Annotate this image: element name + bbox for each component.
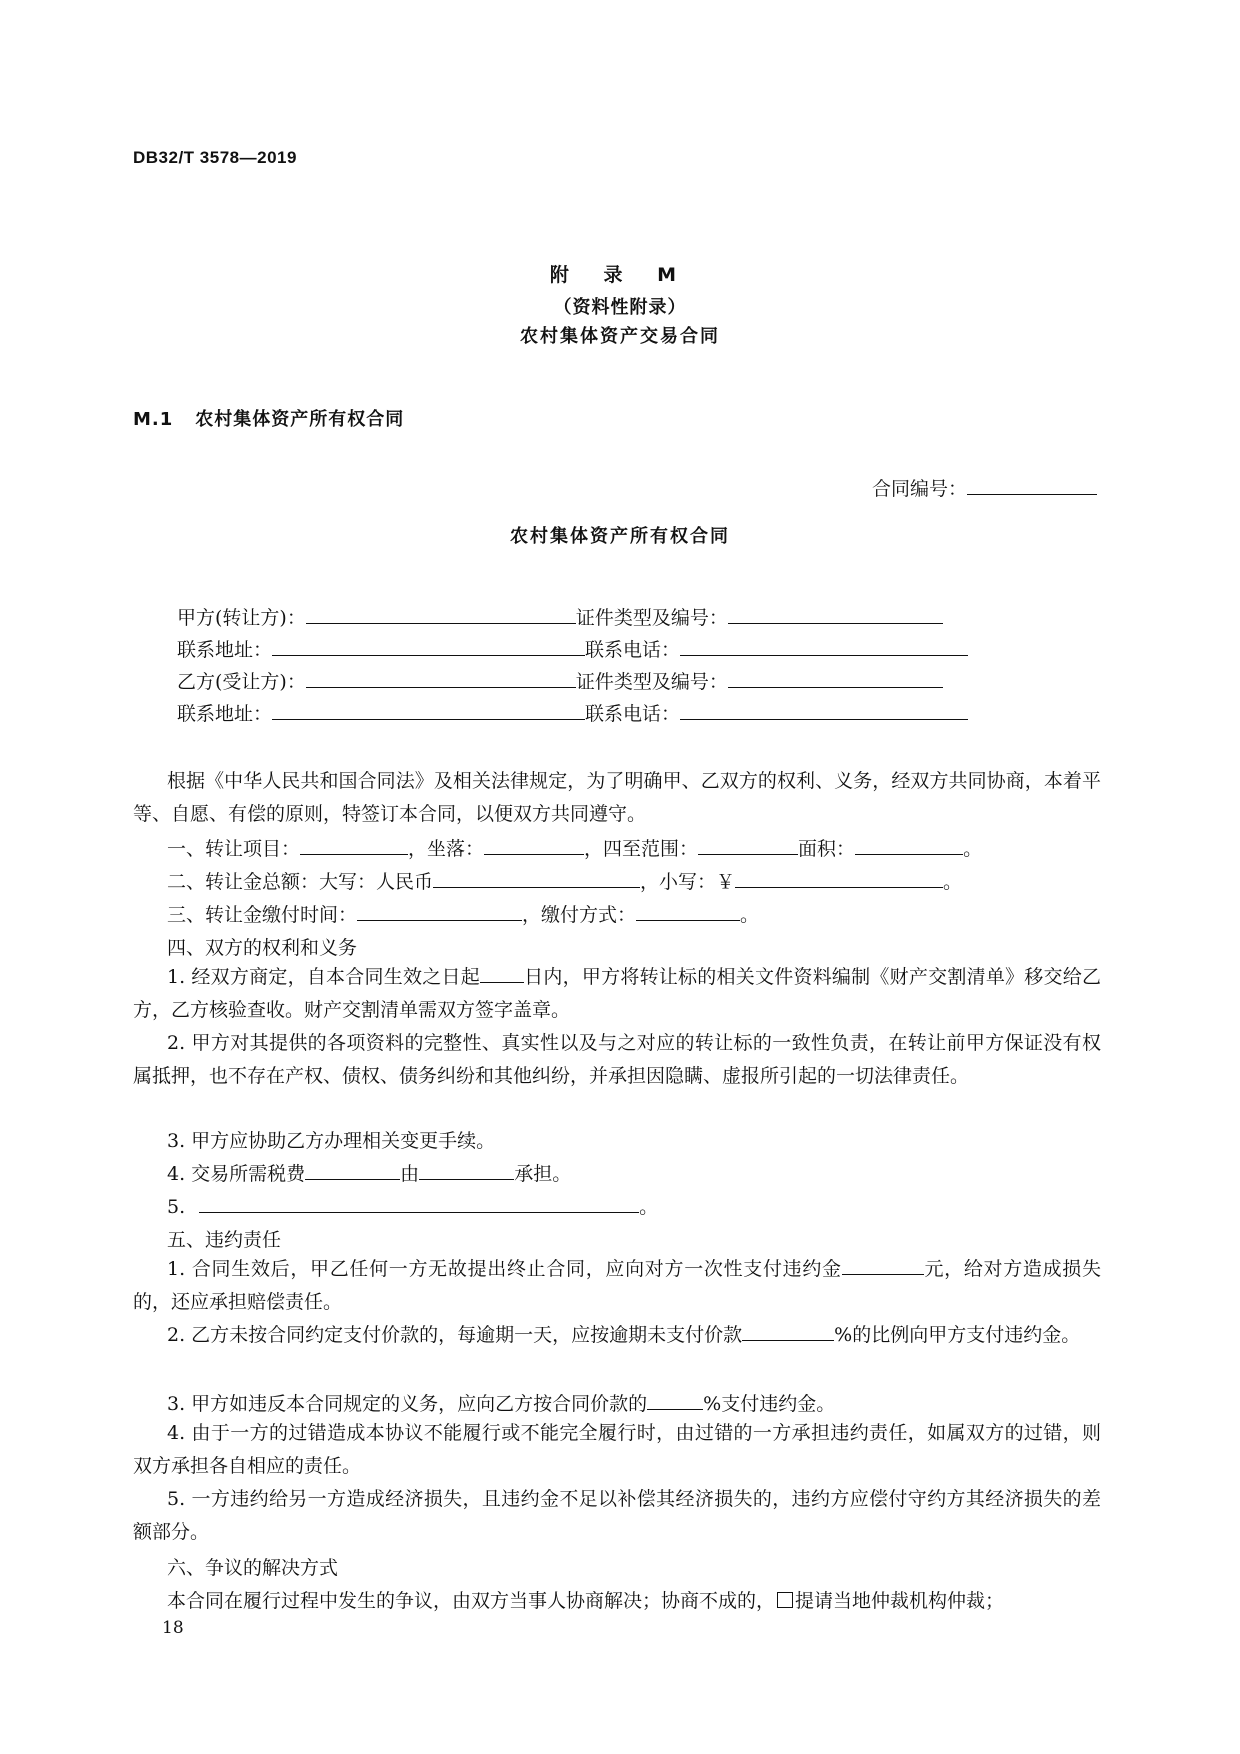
days-blank[interactable] bbox=[480, 963, 524, 983]
dispute-clause bbox=[167, 1586, 1004, 1613]
party-b-id-blank[interactable] bbox=[728, 668, 943, 688]
party-a-phone-blank[interactable] bbox=[680, 636, 968, 656]
area-blank[interactable] bbox=[855, 835, 963, 855]
breach-2-text-a: 2. 乙方未按合同约定支付价款的，每逾期一天，应按逾期未支付价款 bbox=[167, 1324, 743, 1346]
rights-1-text-b: 日内，甲方将转让标的相关文件资料编制《财产交割清单》移交给乙方，乙方核验查收。财产交割清单需双方签字盖章。 bbox=[133, 966, 1101, 1021]
item-5-heading: 五、违约责任 bbox=[167, 1229, 282, 1251]
amount-figures-label: ，小写：￥ bbox=[640, 871, 736, 893]
party-a-label: 甲方(转让方)： bbox=[177, 607, 306, 629]
party-b-address-label: 联系地址： bbox=[177, 703, 273, 725]
party-b-label: 乙方(受让方)： bbox=[177, 671, 306, 693]
breach-3-text-a: 3. 甲方如违反本合同规定的义务，应向乙方按合同价款的 bbox=[167, 1393, 648, 1415]
breach-2-text-b: %的比例向甲方支付违约金。 bbox=[834, 1324, 1081, 1346]
party-a-contact-row bbox=[177, 635, 968, 662]
party-b-phone-label: 联系电话： bbox=[585, 703, 681, 725]
amount-figures-blank[interactable] bbox=[735, 868, 943, 888]
item-1-label: 一、转让项目： bbox=[167, 838, 301, 860]
rights-clause-4 bbox=[167, 1159, 571, 1186]
contract-number-blank[interactable] bbox=[967, 475, 1097, 495]
section-title: 农村集体资产所有权合同 bbox=[195, 409, 405, 430]
party-a-address-label: 联系地址： bbox=[177, 639, 273, 661]
standard-code: DB32/T 3578—2019 bbox=[133, 148, 297, 167]
rights-clause-2: 2. 甲方对其提供的各项资料的完整性、真实性以及与之对应的转让标的一致性负责，在转让前甲方保证没有权属抵押，也不存在产权、债权、债务纠纷和其他纠纷，并承担因隐瞒、虚报所引起的一切法律责任。 bbox=[133, 1032, 1101, 1087]
item-1-row bbox=[167, 834, 982, 861]
appendix-title: 农村集体资产交易合同 bbox=[520, 326, 720, 347]
breach-rate-blank[interactable] bbox=[647, 1390, 703, 1410]
item-3-end: 。 bbox=[740, 904, 760, 926]
breach-clause-2 bbox=[133, 1319, 1101, 1352]
item-3-row bbox=[167, 900, 759, 927]
section-heading bbox=[133, 405, 404, 431]
party-b-address-blank[interactable] bbox=[272, 700, 585, 720]
rights-5-label: 5. bbox=[167, 1196, 186, 1218]
tax-payer-blank[interactable] bbox=[419, 1160, 514, 1180]
breach-3-text-b: %支付违约金。 bbox=[703, 1393, 836, 1415]
dispute-text-b: 提请当地仲裁机构仲裁； bbox=[795, 1590, 1005, 1612]
area-label: 面积： bbox=[798, 838, 856, 860]
boundary-blank[interactable] bbox=[698, 835, 798, 855]
party-b-phone-blank[interactable] bbox=[680, 700, 968, 720]
party-b-id-label: 证件类型及编号： bbox=[575, 671, 728, 693]
breach-clause-5: 5. 一方违约给另一方造成经济损失，且违约金不足以补偿其经济损失的，违约方应偿付守约方其经济损失的差额部分。 bbox=[133, 1488, 1101, 1543]
party-b-contact-row bbox=[177, 699, 968, 726]
party-a-id-blank[interactable] bbox=[728, 604, 943, 624]
intro-paragraph: 根据《中华人民共和国合同法》及相关法律规定，为了明确甲、乙双方的权利、义务，经双方共同协商，本着平等、自愿、有偿的原则，特签订本合同，以便双方共同遵守。 bbox=[133, 770, 1101, 825]
page-number: 18 bbox=[162, 1618, 184, 1638]
rights-5-end: 。 bbox=[639, 1196, 659, 1218]
party-a-blank[interactable] bbox=[306, 604, 576, 624]
item-6-heading: 六、争议的解决方式 bbox=[167, 1557, 339, 1579]
item-1-end: 。 bbox=[963, 838, 983, 860]
item-2-end: 。 bbox=[943, 871, 963, 893]
appendix-subtitle: （资料性附录） bbox=[553, 297, 687, 318]
party-a-row bbox=[177, 603, 943, 630]
rights-4-by: 由 bbox=[400, 1163, 420, 1185]
tax-amount-blank[interactable] bbox=[305, 1160, 400, 1180]
rights-5-blank[interactable] bbox=[199, 1193, 639, 1213]
item-2-label: 二、转让金总额：大写：人民币 bbox=[167, 871, 434, 893]
penalty-blank[interactable] bbox=[842, 1255, 924, 1275]
appendix-label: 附 录 M bbox=[549, 264, 691, 286]
breach-1-text-a: 1. 合同生效后，甲乙任何一方无故提出终止合同，应向对方一次性支付违约金 bbox=[167, 1258, 842, 1280]
amount-words-blank[interactable] bbox=[433, 868, 640, 888]
rights-clause-5 bbox=[167, 1192, 658, 1219]
rights-1-text-a: 1. 经双方商定，自本合同生效之日起 bbox=[167, 966, 480, 988]
party-a-id-label: 证件类型及编号： bbox=[575, 607, 728, 629]
rights-clause-3: 3. 甲方应协助乙方办理相关变更手续。 bbox=[167, 1130, 496, 1152]
location-label: ，坐落： bbox=[408, 838, 485, 860]
payment-time-blank[interactable] bbox=[357, 901, 522, 921]
item-2-row bbox=[167, 867, 962, 894]
rights-4-label: 4. 交易所需税费 bbox=[167, 1163, 306, 1185]
breach-1-text-b: 元，给对方造成损失的，还应承担赔偿责任。 bbox=[133, 1258, 1101, 1313]
project-blank[interactable] bbox=[300, 835, 408, 855]
location-blank[interactable] bbox=[484, 835, 584, 855]
payment-method-label: ，缴付方式： bbox=[522, 904, 637, 926]
contract-number-label: 合同编号： bbox=[871, 478, 967, 500]
overdue-rate-blank[interactable] bbox=[742, 1321, 834, 1341]
item-4-heading: 四、双方的权利和义务 bbox=[167, 937, 358, 959]
breach-clause-1 bbox=[133, 1253, 1101, 1319]
boundary-label: ，四至范围： bbox=[584, 838, 699, 860]
rights-clause-1 bbox=[133, 961, 1101, 1027]
party-b-row bbox=[177, 667, 943, 694]
breach-clause-4: 4. 由于一方的过错造成本协议不能履行或不能完全履行时，由过错的一方承担违约责任，如属双方的过错，则双方承担各自相应的责任。 bbox=[133, 1422, 1101, 1477]
party-b-blank[interactable] bbox=[306, 668, 576, 688]
rights-4-end: 承担。 bbox=[514, 1163, 572, 1185]
party-a-address-blank[interactable] bbox=[272, 636, 585, 656]
party-a-phone-label: 联系电话： bbox=[585, 639, 681, 661]
section-number: M.1 bbox=[133, 409, 174, 430]
arbitration-checkbox[interactable] bbox=[777, 1592, 793, 1608]
item-3-label: 三、转让金缴付时间： bbox=[167, 904, 358, 926]
payment-method-blank[interactable] bbox=[636, 901, 740, 921]
breach-clause-3 bbox=[167, 1389, 835, 1416]
dispute-text-a: 本合同在履行过程中发生的争议，由双方当事人协商解决；协商不成的， bbox=[167, 1590, 776, 1612]
contract-title: 农村集体资产所有权合同 bbox=[510, 526, 730, 547]
contract-number-field bbox=[872, 474, 1097, 501]
